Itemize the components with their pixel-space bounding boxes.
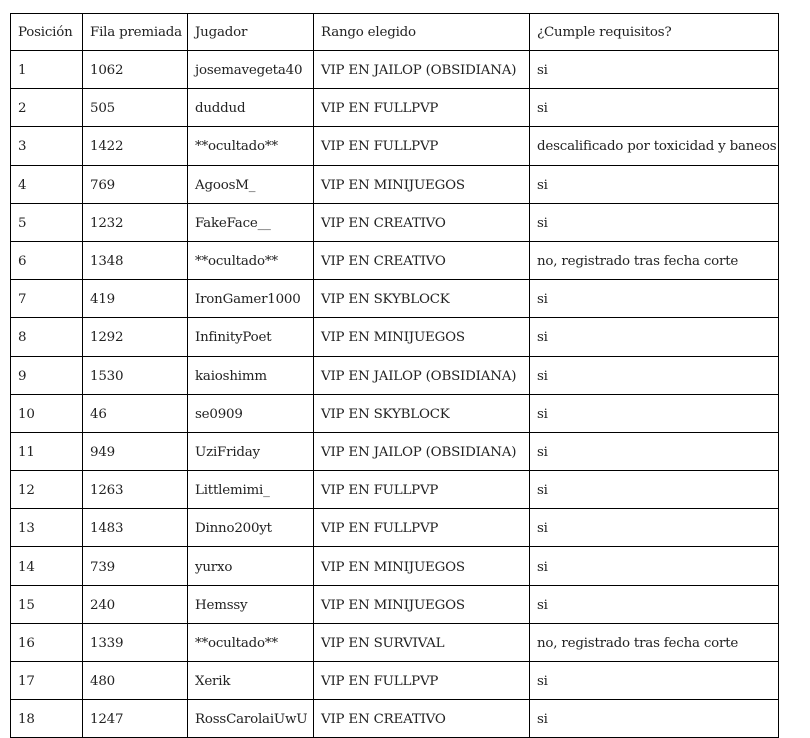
cell-meets-requirements: si [530,662,779,700]
cell-chosen-rank: VIP EN MINIJUEGOS [314,318,530,356]
cell-player: se0909 [188,394,314,432]
cell-meets-requirements: si [530,318,779,356]
cell-winning-row: 1422 [83,127,188,165]
cell-winning-row: 1062 [83,51,188,89]
cell-winning-row: 505 [83,89,188,127]
cell-chosen-rank: VIP EN CREATIVO [314,241,530,279]
cell-chosen-rank: VIP EN JAILOP (OBSIDIANA) [314,51,530,89]
cell-position: 5 [11,203,83,241]
cell-winning-row: 1339 [83,623,188,661]
cell-position: 12 [11,471,83,509]
cell-position: 9 [11,356,83,394]
header-player: Jugador [188,14,314,51]
table-row [11,547,779,585]
cell-position: 4 [11,165,83,203]
table-row [11,89,779,127]
cell-meets-requirements: si [530,203,779,241]
cell-position: 7 [11,280,83,318]
cell-winning-row: 419 [83,280,188,318]
cell-chosen-rank: VIP EN FULLPVP [314,662,530,700]
cell-winning-row: 46 [83,394,188,432]
table-row [11,280,779,318]
header-position: Posición [11,14,83,51]
cell-chosen-rank: VIP EN JAILOP (OBSIDIANA) [314,432,530,470]
table-row [11,662,779,700]
table-row [11,127,779,165]
cell-meets-requirements: si [530,471,779,509]
table-body [11,51,779,738]
cell-player: Xerik [188,662,314,700]
cell-winning-row: 1292 [83,318,188,356]
cell-meets-requirements: si [530,700,779,738]
cell-chosen-rank: VIP EN FULLPVP [314,509,530,547]
table-row [11,394,779,432]
cell-chosen-rank: VIP EN SURVIVAL [314,623,530,661]
cell-position: 17 [11,662,83,700]
cell-player: yurxo [188,547,314,585]
cell-chosen-rank: VIP EN FULLPVP [314,471,530,509]
table-row [11,356,779,394]
cell-player: FakeFace__ [188,203,314,241]
header-row [11,14,779,51]
cell-player: josemavegeta40 [188,51,314,89]
cell-chosen-rank: VIP EN FULLPVP [314,89,530,127]
cell-player: kaioshimm [188,356,314,394]
cell-meets-requirements: si [530,547,779,585]
cell-player: duddud [188,89,314,127]
cell-meets-requirements: no, registrado tras fecha corte [530,241,779,279]
cell-winning-row: 240 [83,585,188,623]
cell-player: RossCarolaiUwU [188,700,314,738]
cell-player: AgoosM_ [188,165,314,203]
cell-winning-row: 1348 [83,241,188,279]
cell-player: InfinityPoet [188,318,314,356]
cell-position: 16 [11,623,83,661]
cell-chosen-rank: VIP EN SKYBLOCK [314,280,530,318]
cell-player: Dinno200yt [188,509,314,547]
cell-position: 8 [11,318,83,356]
cell-meets-requirements: si [530,356,779,394]
cell-chosen-rank: VIP EN MINIJUEGOS [314,547,530,585]
cell-winning-row: 480 [83,662,188,700]
table-row [11,203,779,241]
cell-player: **ocultado** [188,241,314,279]
table-row [11,165,779,203]
cell-winning-row: 1232 [83,203,188,241]
cell-chosen-rank: VIP EN JAILOP (OBSIDIANA) [314,356,530,394]
cell-meets-requirements: si [530,509,779,547]
cell-winning-row: 1483 [83,509,188,547]
table-row [11,623,779,661]
cell-player: Littlemimi_ [188,471,314,509]
cell-chosen-rank: VIP EN SKYBLOCK [314,394,530,432]
table-row [11,700,779,738]
cell-position: 2 [11,89,83,127]
cell-position: 10 [11,394,83,432]
cell-player: **ocultado** [188,623,314,661]
cell-winning-row: 1247 [83,700,188,738]
cell-position: 18 [11,700,83,738]
cell-chosen-rank: VIP EN FULLPVP [314,127,530,165]
cell-position: 11 [11,432,83,470]
cell-meets-requirements: si [530,394,779,432]
cell-player: IronGamer1000 [188,280,314,318]
cell-winning-row: 769 [83,165,188,203]
cell-meets-requirements: no, registrado tras fecha corte [530,623,779,661]
cell-chosen-rank: VIP EN MINIJUEGOS [314,165,530,203]
cell-winning-row: 1263 [83,471,188,509]
cell-position: 15 [11,585,83,623]
cell-player: UziFriday [188,432,314,470]
results-table [10,13,779,738]
cell-chosen-rank: VIP EN MINIJUEGOS [314,585,530,623]
cell-player: **ocultado** [188,127,314,165]
table-row [11,509,779,547]
cell-player: Hemssy [188,585,314,623]
cell-chosen-rank: VIP EN CREATIVO [314,203,530,241]
cell-meets-requirements: si [530,89,779,127]
table-header [11,14,779,51]
cell-chosen-rank: VIP EN CREATIVO [314,700,530,738]
cell-meets-requirements: si [530,165,779,203]
table-row [11,318,779,356]
cell-meets-requirements: si [530,432,779,470]
table-row [11,471,779,509]
table-row [11,585,779,623]
cell-meets-requirements: si [530,51,779,89]
cell-winning-row: 949 [83,432,188,470]
table-row [11,51,779,89]
cell-winning-row: 739 [83,547,188,585]
cell-position: 3 [11,127,83,165]
cell-meets-requirements: descalificado por toxicidad y baneos [530,127,779,165]
table-row [11,432,779,470]
header-meets-requirements: ¿Cumple requisitos? [530,14,779,51]
table-row [11,241,779,279]
cell-winning-row: 1530 [83,356,188,394]
header-winning-row: Fila premiada [83,14,188,51]
cell-position: 14 [11,547,83,585]
cell-position: 13 [11,509,83,547]
cell-position: 1 [11,51,83,89]
cell-position: 6 [11,241,83,279]
cell-meets-requirements: si [530,280,779,318]
cell-meets-requirements: si [530,585,779,623]
header-chosen-rank: Rango elegido [314,14,530,51]
